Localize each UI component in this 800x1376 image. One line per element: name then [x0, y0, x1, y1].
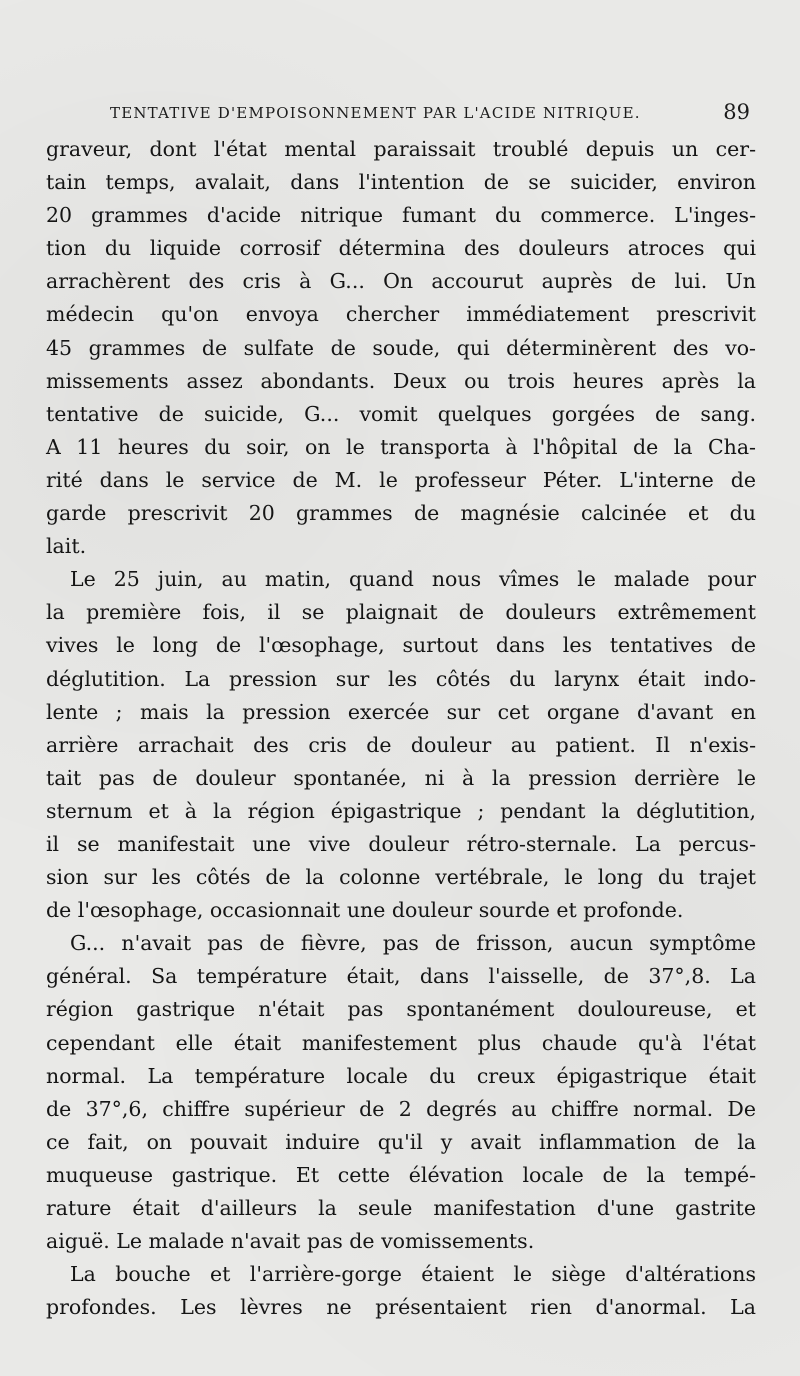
text-line: tain temps, avalait, dans l'intention de se suicider, environ	[46, 170, 756, 195]
text-line: de 37°,6, chiffre supérieur de 2 degrés au chiffre normal. De	[46, 1096, 756, 1121]
text-line: vives le long de l'œsophage, surtout dans les tentatives de	[46, 633, 756, 658]
text-line: de l'œsophage, occasionnait une douleur sourde et profonde.	[46, 898, 684, 923]
text-line: aiguë. Le malade n'avait pas de vomissements.	[46, 1229, 535, 1254]
text-line: Le 25 juin, au matin, quand nous vîmes le malade pour	[70, 567, 756, 592]
text-line: sion sur les côtés de la colonne vertébrale, le long du trajet	[46, 865, 756, 890]
text-line: missements assez abondants. Deux ou trois heures après la	[46, 368, 756, 393]
text-line: la première fois, il se plaignait de douleurs extrêmement	[46, 600, 756, 625]
page-header	[110, 100, 760, 130]
text-line: profondes. Les lèvres ne présentaient rien d'anormal. La	[46, 1295, 756, 1320]
text-line: déglutition. La pression sur les côtés du larynx était indo-	[46, 666, 756, 691]
text-line: rité dans le service de M. le professeur Péter. L'interne de	[46, 467, 756, 492]
text-line: arrachèrent des cris à G... On accourut auprès de lui. Un	[46, 269, 756, 294]
text-line: normal. La température locale du creux épigastrique était	[46, 1063, 756, 1088]
text-line: médecin qu'on envoya chercher immédiatement prescrivit	[46, 302, 756, 327]
text-line: général. Sa température était, dans l'aisselle, de 37°,8. La	[46, 964, 756, 989]
text-line: 45 grammes de sulfate de soude, qui déterminèrent des vo-	[46, 335, 756, 360]
body-text	[46, 133, 756, 1324]
text-line: muqueuse gastrique. Et cette élévation locale de la tempé-	[46, 1162, 756, 1187]
running-title: TENTATIVE D'EMPOISONNEMENT PAR L'ACIDE NITRIQUE.	[110, 104, 641, 122]
text-line: lente ; mais la pression exercée sur cet organe d'avant en	[46, 699, 756, 724]
page-number: 89	[723, 100, 750, 124]
text-line: A 11 heures du soir, on le transporta à l'hôpital de la Cha-	[46, 434, 756, 459]
text-line: tion du liquide corrosif détermina des douleurs atroces qui	[46, 236, 756, 261]
text-line: lait.	[46, 534, 87, 559]
text-line: La bouche et l'arrière-gorge étaient le siège d'altérations	[70, 1262, 756, 1287]
text-line: région gastrique n'était pas spontanément douloureuse, et	[46, 997, 756, 1022]
text-line: 20 grammes d'acide nitrique fumant du commerce. L'inges-	[46, 203, 756, 228]
text-line: il se manifestait une vive douleur rétro-sternale. La percus-	[46, 831, 756, 856]
text-line: ce fait, on pouvait induire qu'il y avait inflammation de la	[46, 1129, 756, 1154]
text-line: graveur, dont l'état mental paraissait troublé depuis un cer-	[46, 137, 756, 161]
text-line: arrière arrachait des cris de douleur au patient. Il n'exis-	[46, 732, 756, 757]
text-line: G... n'avait pas de fièvre, pas de frisson, aucun symptôme	[70, 931, 756, 956]
text-line: tait pas de douleur spontanée, ni à la pression derrière le	[46, 765, 756, 790]
text-line: rature était d'ailleurs la seule manifestation d'une gastrite	[46, 1196, 756, 1220]
text-line: tentative de suicide, G... vomit quelques gorgées de sang.	[46, 401, 756, 426]
text-line: garde prescrivit 20 grammes de magnésie calcinée et du	[46, 501, 756, 526]
text-line: sternum et à la région épigastrique ; pendant la déglutition,	[46, 798, 756, 823]
text-line: cependant elle était manifestement plus chaude qu'à l'état	[46, 1030, 756, 1055]
